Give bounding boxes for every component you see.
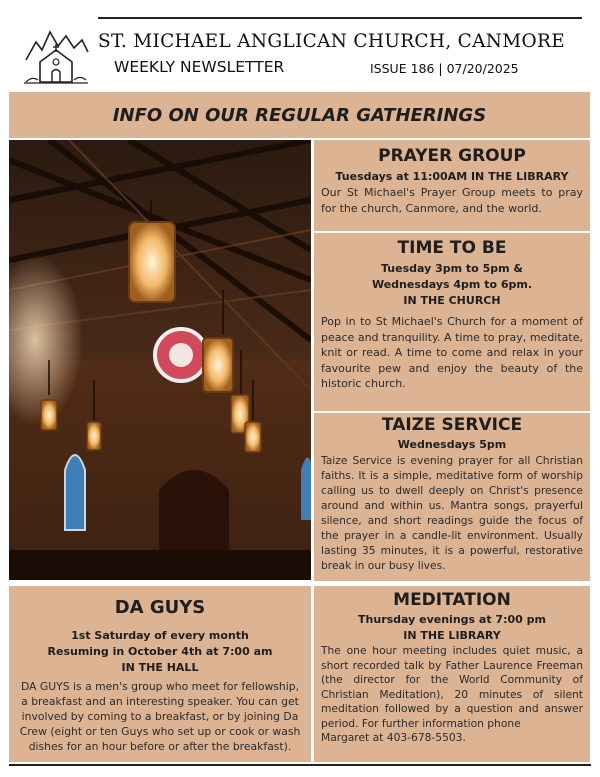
- meditation-when: Thursday evenings at 7:00 pm: [358, 613, 546, 626]
- taize-body: Taize Service is evening prayer for all Christian faiths. It is a simple, meditative form of worship calling us to dwell deeply on Christ's presence around and within us. Mantra songs, prayerful silence, and short readings guide the focus of the prayer in a candle-lit environment. Usually lasting 35 minutes, it is a powerful, restorative break in our busy lives.: [321, 454, 583, 572]
- footer-rule: [9, 764, 591, 766]
- time-to-be-when-1: Tuesday 3pm to 5pm &: [381, 262, 523, 275]
- meditation-contact: Margaret at 403-678-5503.: [321, 731, 466, 744]
- da-guys-when-1: 1st Saturday of every month: [71, 629, 249, 642]
- da-guys-location: IN THE HALL: [121, 661, 199, 674]
- taize-when: Wednesdays 5pm: [397, 438, 507, 451]
- church-interior-photo: [9, 140, 311, 580]
- header-rule: [98, 17, 582, 19]
- da-guys-card: [9, 586, 311, 762]
- da-guys-title: DA GUYS: [114, 597, 206, 618]
- da-guys-body: DA GUYS is a men's group who meet for fellowship, a breakfast and an interesting speaker. You can get involved by coming to a breakfast, or by joining Da Crew (eight or ten Guys who set up or cook or wash dishes for an hour before or after the breakfast).: [19, 680, 301, 753]
- issue-number: ISSUE 186 | 07/20/2025: [370, 61, 519, 76]
- section-banner: [9, 92, 590, 138]
- prayer-group-body: Our St Michael's Prayer Group meets to pray for the church, Canmore, and the world.: [321, 186, 583, 215]
- da-guys-when-2: Resuming in October 4th at 7:00 am: [47, 645, 273, 658]
- time-to-be-title: TIME TO BE: [397, 238, 507, 258]
- church-name: ST. MICHAEL ANGLICAN CHURCH, CANMORE: [98, 31, 566, 52]
- meditation-location: IN THE LIBRARY: [403, 629, 501, 642]
- meditation-title: MEDITATION: [393, 590, 511, 610]
- taize-service-card: [314, 413, 590, 581]
- time-to-be-when-2: Wednesdays 4pm to 6pm.: [371, 278, 533, 291]
- church-mountain-logo-icon: [22, 22, 90, 86]
- taize-title: TAIZE SERVICE: [381, 415, 523, 435]
- meditation-card: [314, 586, 590, 762]
- time-to-be-card: [314, 233, 590, 411]
- banner-title: INFO ON OUR REGULAR GATHERINGS: [112, 104, 487, 126]
- time-to-be-location: IN THE CHURCH: [403, 294, 501, 307]
- prayer-group-card: [314, 140, 590, 231]
- newsletter-title: WEEKLY NEWSLETTER: [114, 58, 285, 76]
- prayer-group-when: Tuesdays at 11:00AM IN THE LIBRARY: [335, 170, 569, 183]
- prayer-group-title: PRAYER GROUP: [378, 146, 526, 166]
- time-to-be-body: Pop in to St Michael's Church for a moment of peace and tranquility. A time to pray, meditate, knit or read. A time to come and relax in your favourite pew and enjoy the beauty of the historic church.: [321, 315, 583, 390]
- meditation-body: The one hour meeting includes quiet music, a short recorded talk by Father Laurence Freeman (the director for the World Community of Christian Meditation), 20 minutes of silent meditation followed by a question and answer period. For further information phone: [321, 644, 583, 730]
